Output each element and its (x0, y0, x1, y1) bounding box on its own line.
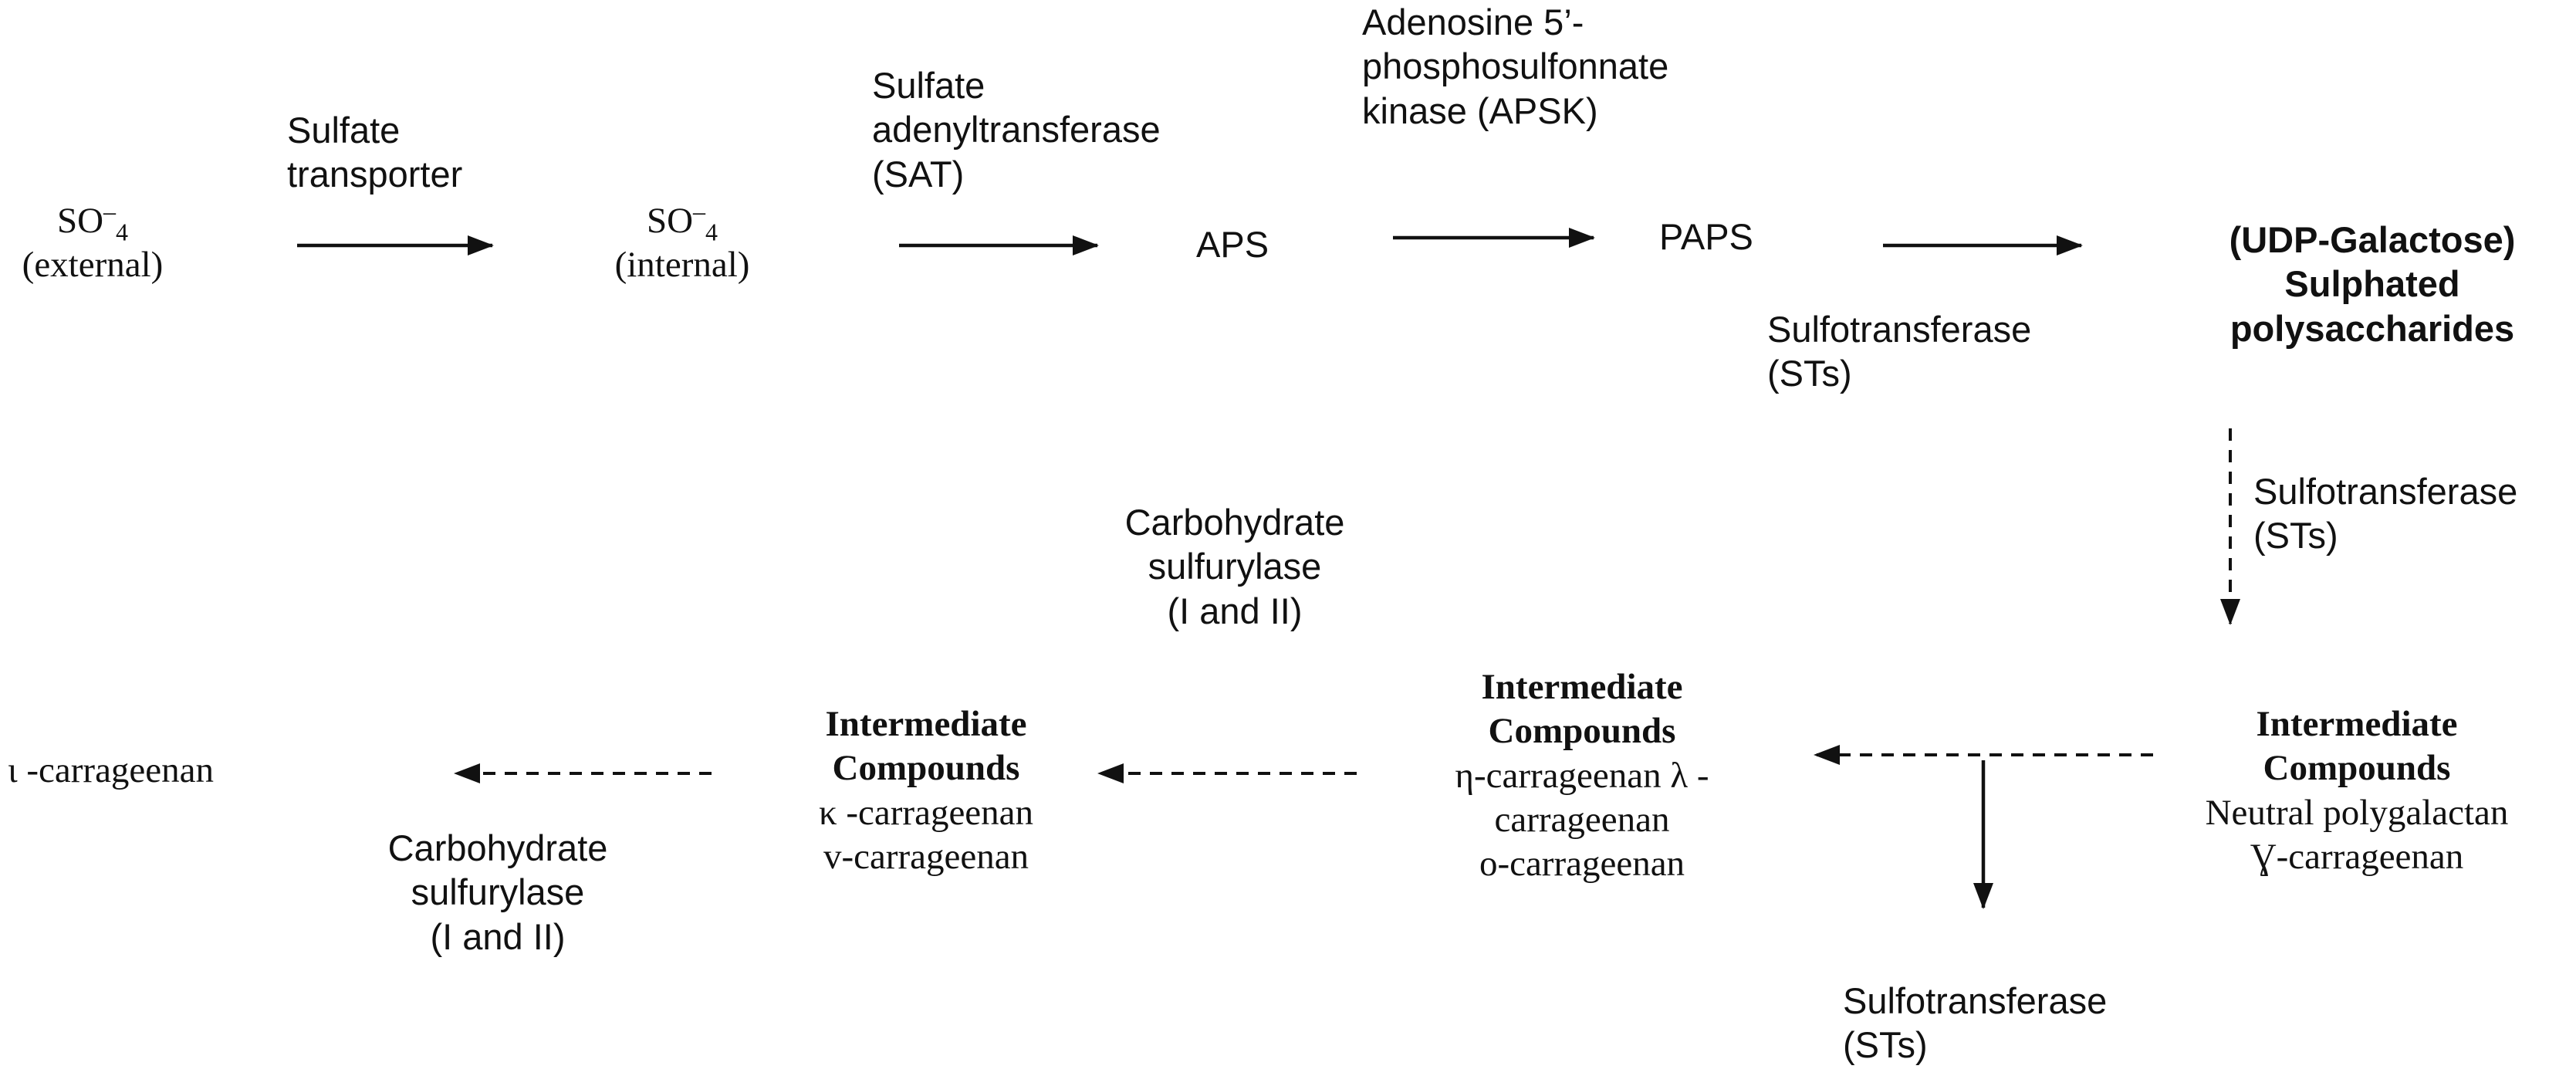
enzyme-carb-sulfurylase-bottom: Carbohydrate sulfurylase (I and II) (387, 827, 608, 957)
formula: SO (646, 201, 694, 241)
item: η-carrageenan λ - (1455, 755, 1709, 796)
item: carrageenan (1494, 799, 1670, 840)
node-intermediate-left (764, 702, 1088, 879)
state: (external) (22, 245, 164, 286)
title: Intermediate (2256, 704, 2458, 744)
node-intermediate-middle (1405, 665, 1760, 887)
enzyme-st-right: Sulfotransferase (STs) (2253, 471, 2518, 557)
item: v-carrageenan (823, 836, 1029, 877)
enzyme-st-top: Sulfotransferase (STs) (1767, 309, 2032, 394)
item: o-carrageenan (1479, 844, 1685, 885)
enzyme-sat: Sulfate adenyltransferase (SAT) (872, 65, 1161, 195)
node-so4-internal: $SO^-_4$ (internal) (590, 199, 775, 288)
enzyme-sulfate-transporter: Sulfate transporter (287, 110, 463, 195)
enzyme-st-bottom: Sulfotransferase (STs) (1843, 980, 2108, 1066)
node-so4-external: $SO^-_4$ (external) (0, 199, 185, 288)
formula: SO (56, 201, 104, 241)
title: Compounds (1488, 711, 1676, 752)
node-sulphated-polysaccharides: (UDP-Galactose) Sulphated polysaccharides (2229, 219, 2516, 349)
title: Intermediate (825, 704, 1027, 744)
title: Compounds (2263, 748, 2451, 789)
node-iota-carrageenan: ι -carrageenan (8, 750, 215, 790)
node-paps: PAPS (1659, 216, 1753, 257)
title: Compounds (832, 748, 1020, 789)
enzyme-carb-sulfurylase-top: Carbohydrate sulfurylase (I and II) (1124, 502, 1345, 631)
item: Neutral polygalactan (2205, 792, 2509, 833)
node-aps: APS (1196, 224, 1269, 265)
item: Ɣ-carrageenan (2250, 836, 2464, 877)
item: κ -carrageenan (818, 792, 1034, 833)
enzyme-apsk: Adenosine 5’- phosphosulfonnate kinase (APSK) (1362, 2, 1669, 131)
node-intermediate-right (2138, 702, 2576, 879)
state: (internal) (614, 245, 750, 286)
title: Intermediate (1481, 667, 1683, 707)
